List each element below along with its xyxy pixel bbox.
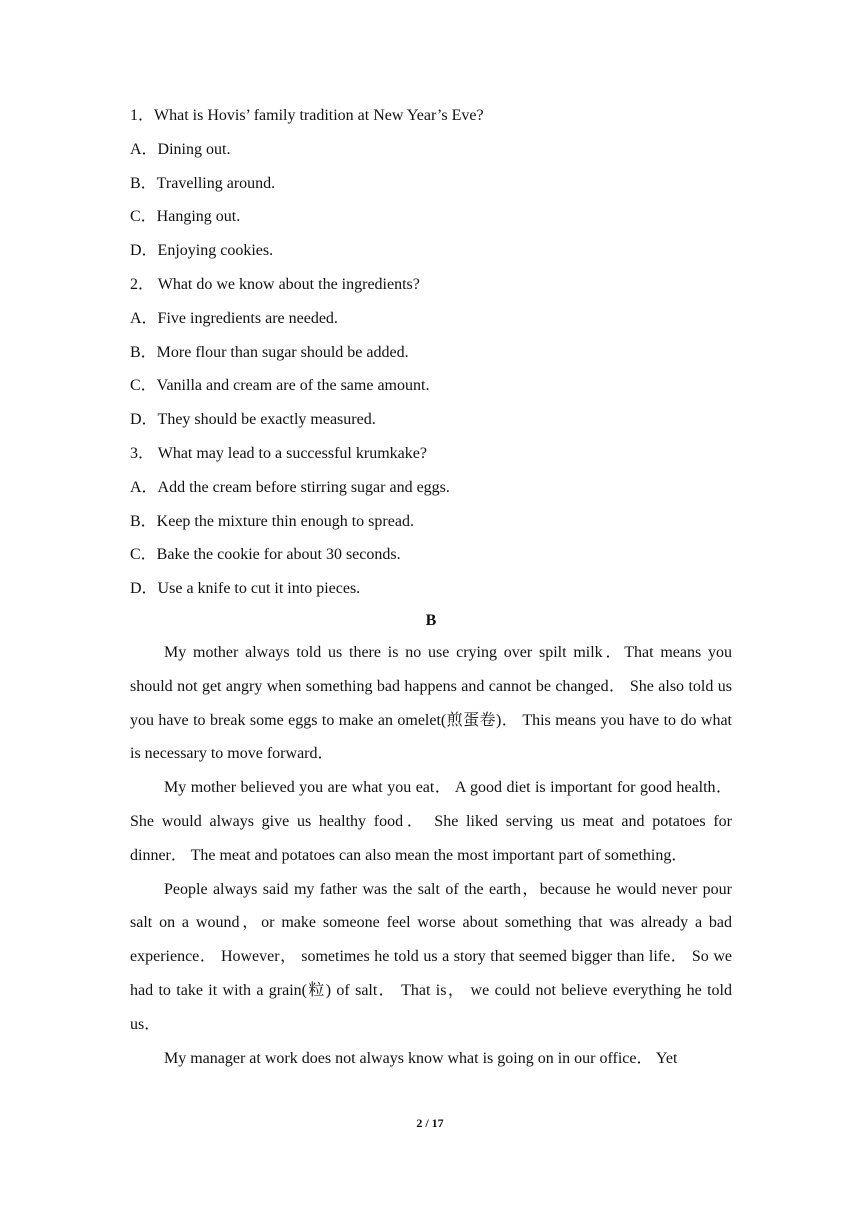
document-page [130,99,732,1075]
option-c: C．Bake the cookie for about 30 seconds. [130,546,401,564]
option-a: A．Dining out. [130,140,231,158]
option-a: A．Five ingredients are needed. [130,309,338,327]
question-stem: 1．What is Hovis’ family tradition at New Year’s Eve? [130,107,484,124]
passage-paragraph: My mother believed you are what you eat． A good diet is important for good health． She would always give us healthy food． She liked serving us meat and potatoes for dinner． The meat and potatoes can also mean the most important part of something． [130,779,733,864]
question-stem: 2． What do we know about the ingredients? [130,275,420,293]
option-c: C．Vanilla and cream are of the same amount. [130,377,430,395]
page-number: 2 / 17 [416,1116,444,1130]
option-b: B．More flour than sugar should be added. [130,343,409,361]
question-3 [130,437,732,606]
option-d: D．Enjoying cookies. [130,242,274,260]
passage-paragraph: People always said my father was the salt of the earth，because he would never pour salt on a wound，or make someone feel worse about something that was already a bad experience． However， sometimes he told us a story that seemed bigger than life． So we had to take it with a grain(粒) of salt． That is， we could not believe everything he told us． [130,880,732,1033]
option-a: A．Add the cream before stirring sugar and eggs. [130,478,450,496]
question-1 [130,99,732,268]
passage-paragraph: My manager at work does not always know what is going on in our office． Yet [164,1049,678,1067]
option-c: C．Hanging out. [130,208,241,226]
question-2 [130,268,732,437]
option-d: D．Use a knife to cut it into pieces. [130,580,361,598]
section-title: B [425,611,437,629]
passage-paragraph: My mother always told us there is no use crying over spilt milk．That means you should not get angry when something bad happens and cannot be changed． She also told us you have to break some eggs to make an omelet(煎蛋卷)． This means you have to do what is necessary to move forward． [130,643,732,763]
option-b: B．Keep the mixture thin enough to spread. [130,512,414,530]
question-stem: 3． What may lead to a successful krumkake? [130,444,427,462]
option-b: B．Travelling around. [130,174,276,192]
option-d: D．They should be exactly measured. [130,411,376,429]
